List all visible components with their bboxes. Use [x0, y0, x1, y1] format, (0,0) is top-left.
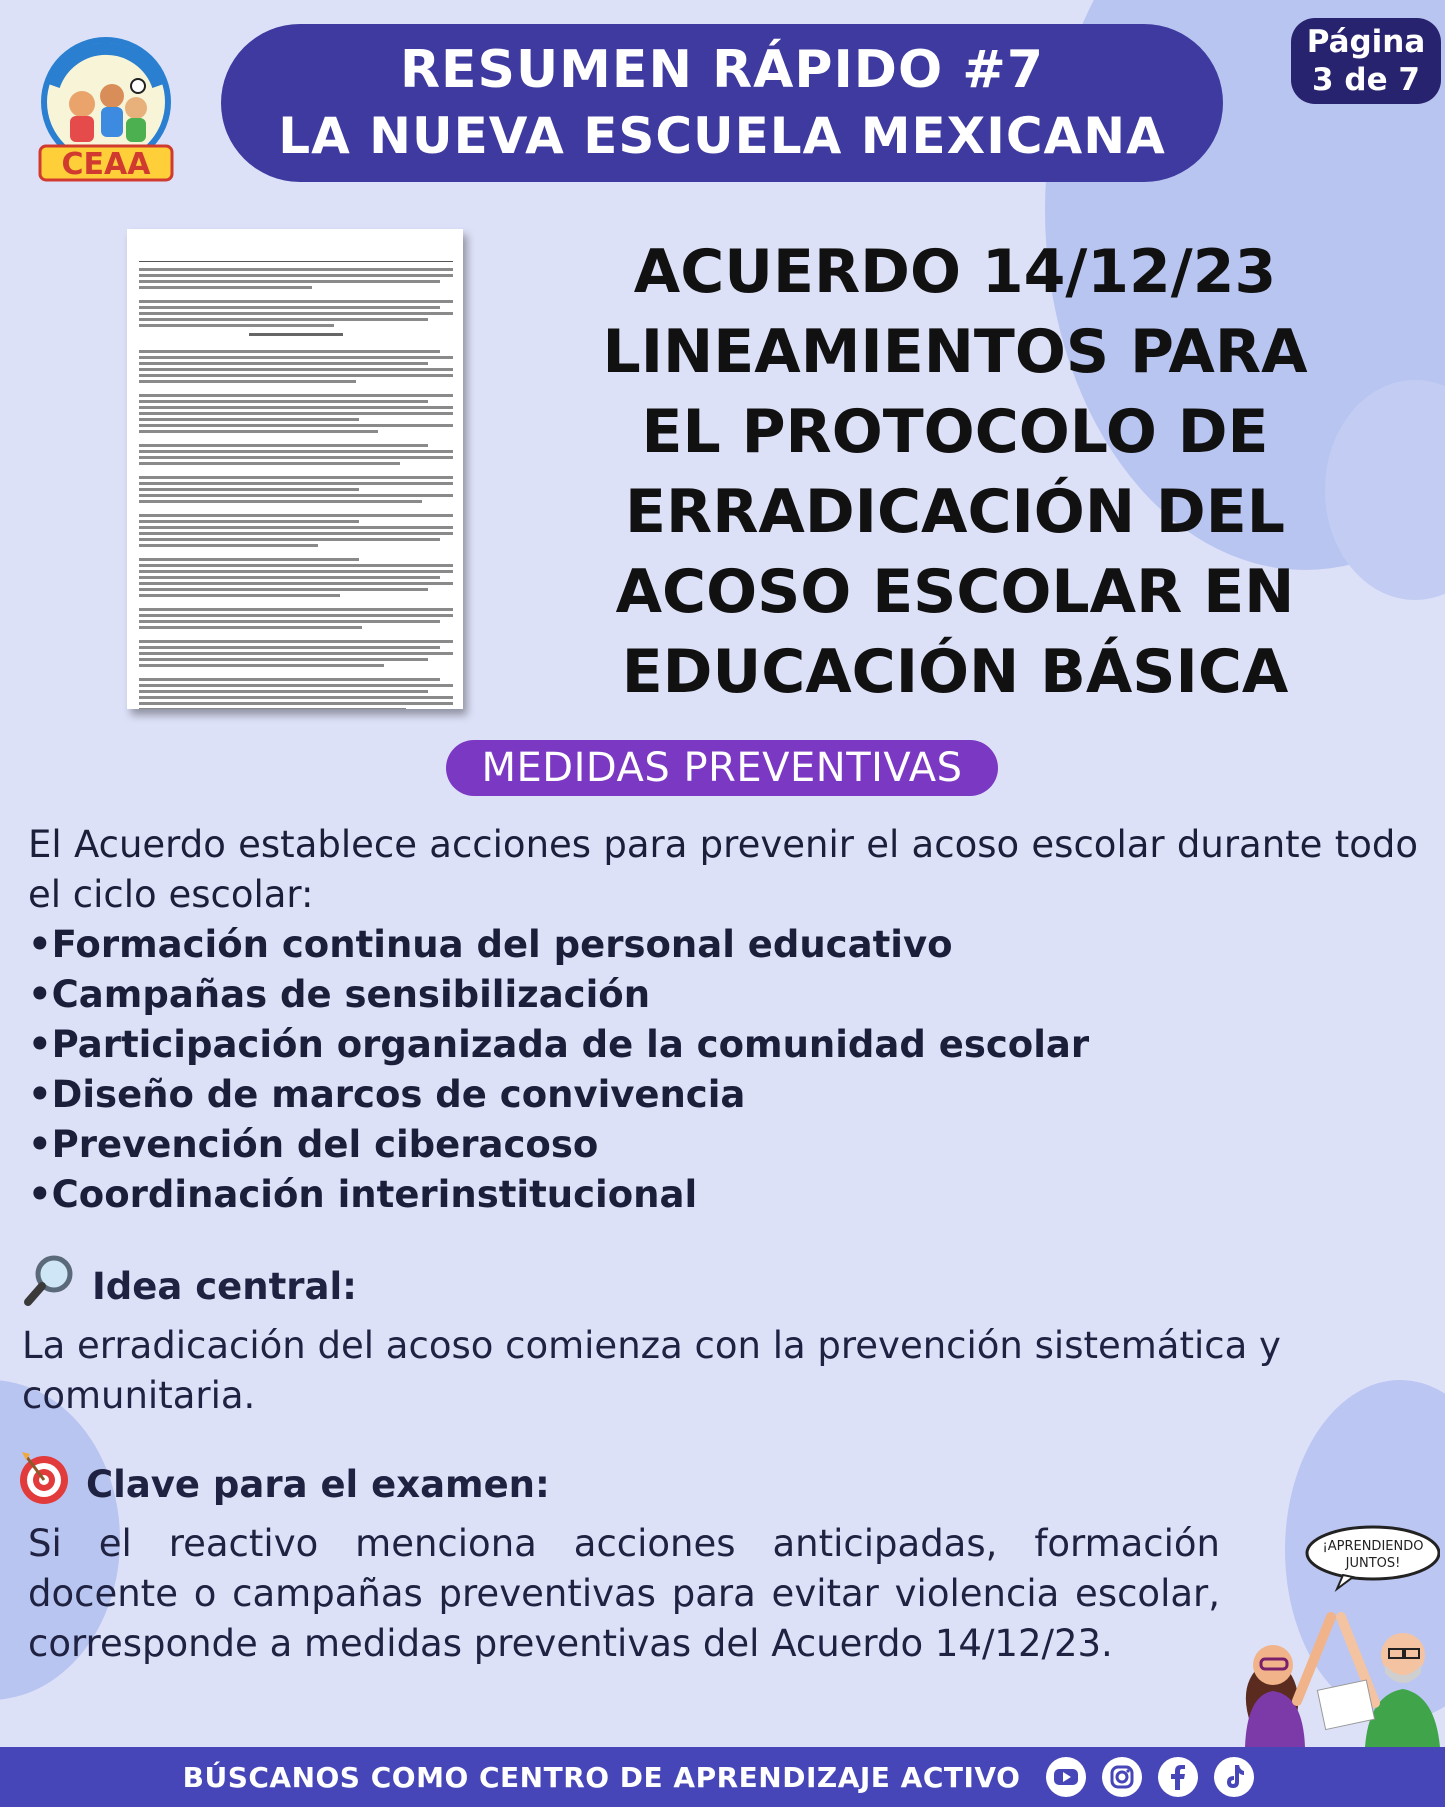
- list-item: • Formación continua del personal educativo: [28, 920, 1418, 970]
- header-banner: [221, 24, 1223, 182]
- acuerdo-title-line: EL PROTOCOLO DE: [641, 397, 1269, 467]
- document-text-line: [139, 558, 359, 561]
- document-text-line: [139, 564, 453, 567]
- facebook-icon[interactable]: [1157, 1756, 1199, 1798]
- document-text-line: [139, 702, 453, 705]
- document-thumbnail: [127, 229, 463, 709]
- document-paragraph-gap: [139, 600, 453, 605]
- ceaa-logo: [26, 34, 186, 184]
- document-text-line: [139, 356, 453, 359]
- list-item: • Participación organizada de la comunidad escolar: [28, 1020, 1418, 1070]
- header-title-line2: LA NUEVA ESCUELA MEXICANA: [278, 107, 1166, 165]
- mascot-illustration: [1225, 1525, 1440, 1747]
- acuerdo-title-line: EDUCACIÓN BÁSICA: [621, 637, 1289, 707]
- preventive-measures-list: [28, 920, 1418, 1220]
- document-text-line: [139, 708, 406, 709]
- document-text-line: [139, 400, 428, 403]
- document-text-line: [139, 652, 453, 655]
- instagram-icon[interactable]: [1101, 1756, 1143, 1798]
- document-text-line: [139, 664, 384, 667]
- document-text-line: [139, 368, 453, 371]
- document-text-line: [139, 306, 440, 309]
- document-text-line: [139, 280, 440, 283]
- list-item: • Diseño de marcos de convivencia: [28, 1070, 1418, 1120]
- idea-central-text: La erradicación del acoso comienza con la prevención sistemática y comunitaria.: [22, 1324, 1281, 1417]
- document-text-line: [139, 394, 453, 397]
- document-text-line: [139, 514, 453, 517]
- acuerdo-title-line: ERRADICACIÓN DEL: [625, 477, 1285, 547]
- document-text-line: [139, 300, 453, 303]
- idea-central-title: Idea central:: [92, 1264, 357, 1308]
- document-text-line: [139, 500, 422, 503]
- document-paragraph-gap: [139, 386, 453, 391]
- document-text-line: [139, 412, 453, 415]
- document-text-line: [139, 476, 453, 479]
- document-text-line: [139, 286, 312, 289]
- document-text-line: [139, 362, 428, 365]
- document-text-line: [139, 406, 453, 409]
- document-text-line: [139, 418, 359, 421]
- document-text-line: [139, 532, 453, 535]
- speech-bubble-line1: ¡APRENDIENDO: [1322, 1539, 1424, 1554]
- document-text-line: [139, 588, 428, 591]
- target-icon: [16, 1450, 72, 1519]
- document-text-line: [139, 678, 440, 681]
- clave-examen-section: [16, 1450, 1220, 1669]
- document-text-line: [139, 482, 453, 485]
- acuerdo-title: [590, 232, 1320, 712]
- list-item: • Coordinación interinstitucional: [28, 1170, 1418, 1220]
- acuerdo-title-line: ACOSO ESCOLAR EN: [615, 557, 1295, 627]
- footer-text: BÚSCANOS COMO CENTRO DE APRENDIZAJE ACTIVO: [182, 1760, 1021, 1794]
- document-text-line: [139, 538, 440, 541]
- document-text-line: [139, 576, 440, 579]
- clave-text: Si el reactivo menciona acciones anticipadas, formación docente o campañas preventivas para evitar violencia escolar, corresponde a medidas preventivas del Acuerdo 14/12/23.: [28, 1522, 1220, 1665]
- document-text-line: [139, 658, 428, 661]
- idea-central-section: [22, 1252, 1422, 1421]
- list-item: • Campañas de sensibilización: [28, 970, 1418, 1020]
- header-title-line1: RESUMEN RÁPIDO #7: [399, 40, 1045, 100]
- document-text-line: [139, 640, 453, 643]
- logo-text: CEAA: [61, 147, 151, 182]
- document-text-line: [139, 312, 453, 315]
- document-text-line: [139, 646, 440, 649]
- document-text-line: [139, 444, 428, 447]
- clave-title: Clave para el examen:: [86, 1462, 550, 1506]
- document-text-line: [139, 626, 362, 629]
- document-paragraph-gap: [139, 506, 453, 511]
- document-paragraph-gap: [139, 670, 453, 675]
- section-label: MEDIDAS PREVENTIVAS: [446, 740, 998, 796]
- document-text-line: [139, 424, 453, 427]
- document-text-line: [139, 684, 453, 687]
- document-text-line: [139, 350, 440, 353]
- acuerdo-title-line: ACUERDO 14/12/23: [633, 237, 1277, 307]
- document-text-line: [139, 462, 400, 465]
- document-text-line: [139, 268, 453, 271]
- document-text-line: [139, 696, 453, 699]
- page-label: Página: [1306, 24, 1426, 60]
- document-text-line: [139, 608, 453, 611]
- document-paragraph-gap: [139, 632, 453, 637]
- document-text-line: [139, 582, 453, 585]
- document-paragraph-gap: [139, 550, 453, 555]
- document-text-line: [139, 520, 359, 523]
- main-content: [28, 820, 1418, 1220]
- document-paragraph-gap: [139, 342, 453, 347]
- document-text-line: [139, 374, 453, 377]
- document-text-line: [139, 380, 356, 383]
- document-text-line: [139, 544, 318, 547]
- document-paragraph-gap: [139, 468, 453, 473]
- document-text-line: [139, 594, 340, 597]
- document-text-line: [139, 318, 428, 321]
- document-text-line: [139, 324, 334, 327]
- document-text-line: [139, 274, 453, 277]
- document-paragraph-gap: [139, 436, 453, 441]
- document-text-line: [139, 488, 359, 491]
- page-indicator: [1291, 18, 1441, 104]
- document-text-line: [139, 494, 453, 497]
- page-number: 3 de 7: [1312, 62, 1420, 98]
- document-thumbnail-header: [139, 239, 453, 262]
- footer-bar: [0, 1747, 1445, 1807]
- document-text-line: [139, 450, 453, 453]
- list-item: • Prevención del ciberacoso: [28, 1120, 1418, 1170]
- document-text-line: [139, 614, 453, 617]
- intro-paragraph: El Acuerdo establece acciones para prevenir el acoso escolar durante todo el ciclo escolar:: [28, 823, 1418, 916]
- document-text-line: [139, 430, 378, 433]
- document-text-line: [139, 570, 453, 573]
- document-text-line: [139, 526, 453, 529]
- speech-bubble-line2: JUNTOS!: [1345, 1556, 1401, 1571]
- document-text-line: [139, 456, 453, 459]
- document-paragraph-gap: [139, 292, 453, 297]
- magnifier-icon: [22, 1252, 78, 1321]
- document-text-line: [139, 620, 440, 623]
- acuerdo-title-line: LINEAMIENTOS PARA: [602, 317, 1308, 387]
- document-text-line: [139, 690, 428, 693]
- tiktok-icon[interactable]: [1213, 1756, 1255, 1798]
- document-heading-line: [249, 333, 343, 336]
- youtube-icon[interactable]: [1045, 1756, 1087, 1798]
